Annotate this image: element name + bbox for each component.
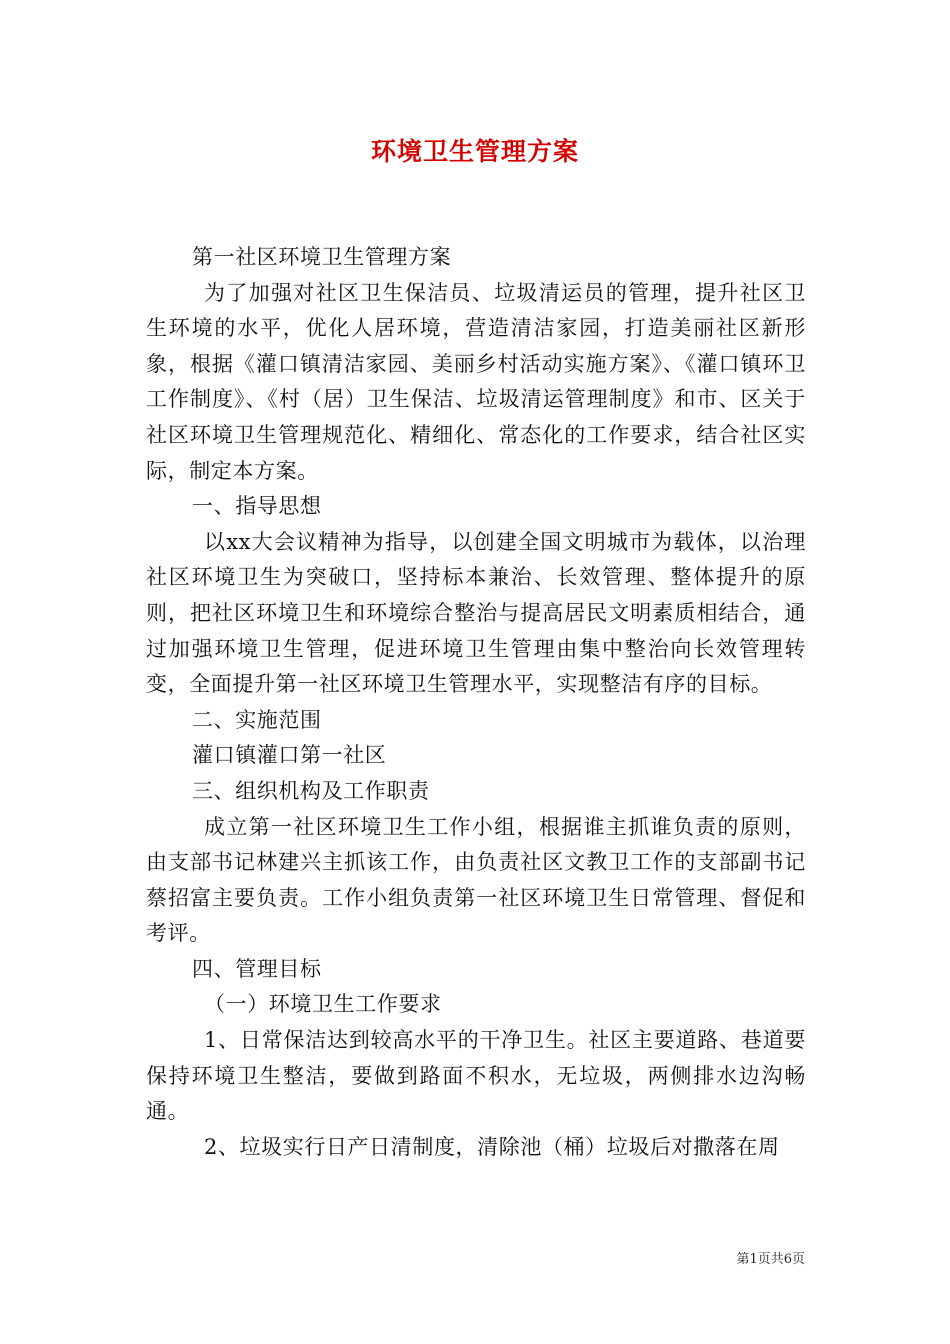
section-heading: 四、管理目标 [192, 956, 322, 981]
document-body [146, 240, 806, 1165]
section-heading: 一、指导思想 [192, 494, 322, 519]
document-title: 环境卫生管理方案 [370, 137, 579, 166]
section-heading: 二、实施范围 [192, 707, 322, 732]
page-number: 第1页共6页 [736, 1252, 805, 1267]
subsection-heading: （一）环境卫生工作要求 [204, 992, 442, 1017]
section-heading: 第一社区环境卫生管理方案 [192, 245, 452, 269]
paragraph: 为了加强对社区卫生保洁员、垃圾清运员的管理，提升社区卫生环境的水平，优化人居环境，营造清洁家园，打造美丽社区新形象，根据《灌口镇清洁家园、美丽乡村活动实施方案》、《灌口镇环卫工作制度》、《村（居）卫生保洁、垃圾清运管理制度》和市、区关于社区环境卫生管理规范化、精细化、常态化的工作要求，结合社区实际，制定本方案。 [146, 280, 806, 483]
paragraph: 以xx大会议精神为指导，以创建全国文明城市为载体，以治理社区环境卫生为突破口，坚持标本兼治、长效管理、整体提升的原则，把社区环境卫生和环境综合整治与提高居民文明素质相结合，通过加强环境卫生管理，促进环境卫生管理由集中整治向长效管理转变，全面提升第一社区环境卫生管理水平，实现整洁有序的目标。 [146, 529, 806, 697]
paragraph: 成立第一社区环境卫生工作小组，根据谁主抓谁负责的原则，由支部书记林建兴主抓该工作，由负责社区文教卫工作的支部副书记蔡招富主要负责。工作小组负责第一社区环境卫生日常管理、督促和考评。 [146, 814, 806, 946]
paragraph: 灌口镇灌口第一社区 [192, 743, 387, 768]
paragraph: 2、垃圾实行日产日清制度，清除池（桶）垃圾后对撒落在周 [204, 1134, 780, 1159]
paragraph: 1、日常保洁达到较高水平的干净卫生。社区主要道路、巷道要保持环境卫生整洁，要做到路面不积水，无垃圾，两侧排水边沟畅通。 [146, 1028, 806, 1124]
section-heading: 三、组织机构及工作职责 [192, 778, 430, 803]
